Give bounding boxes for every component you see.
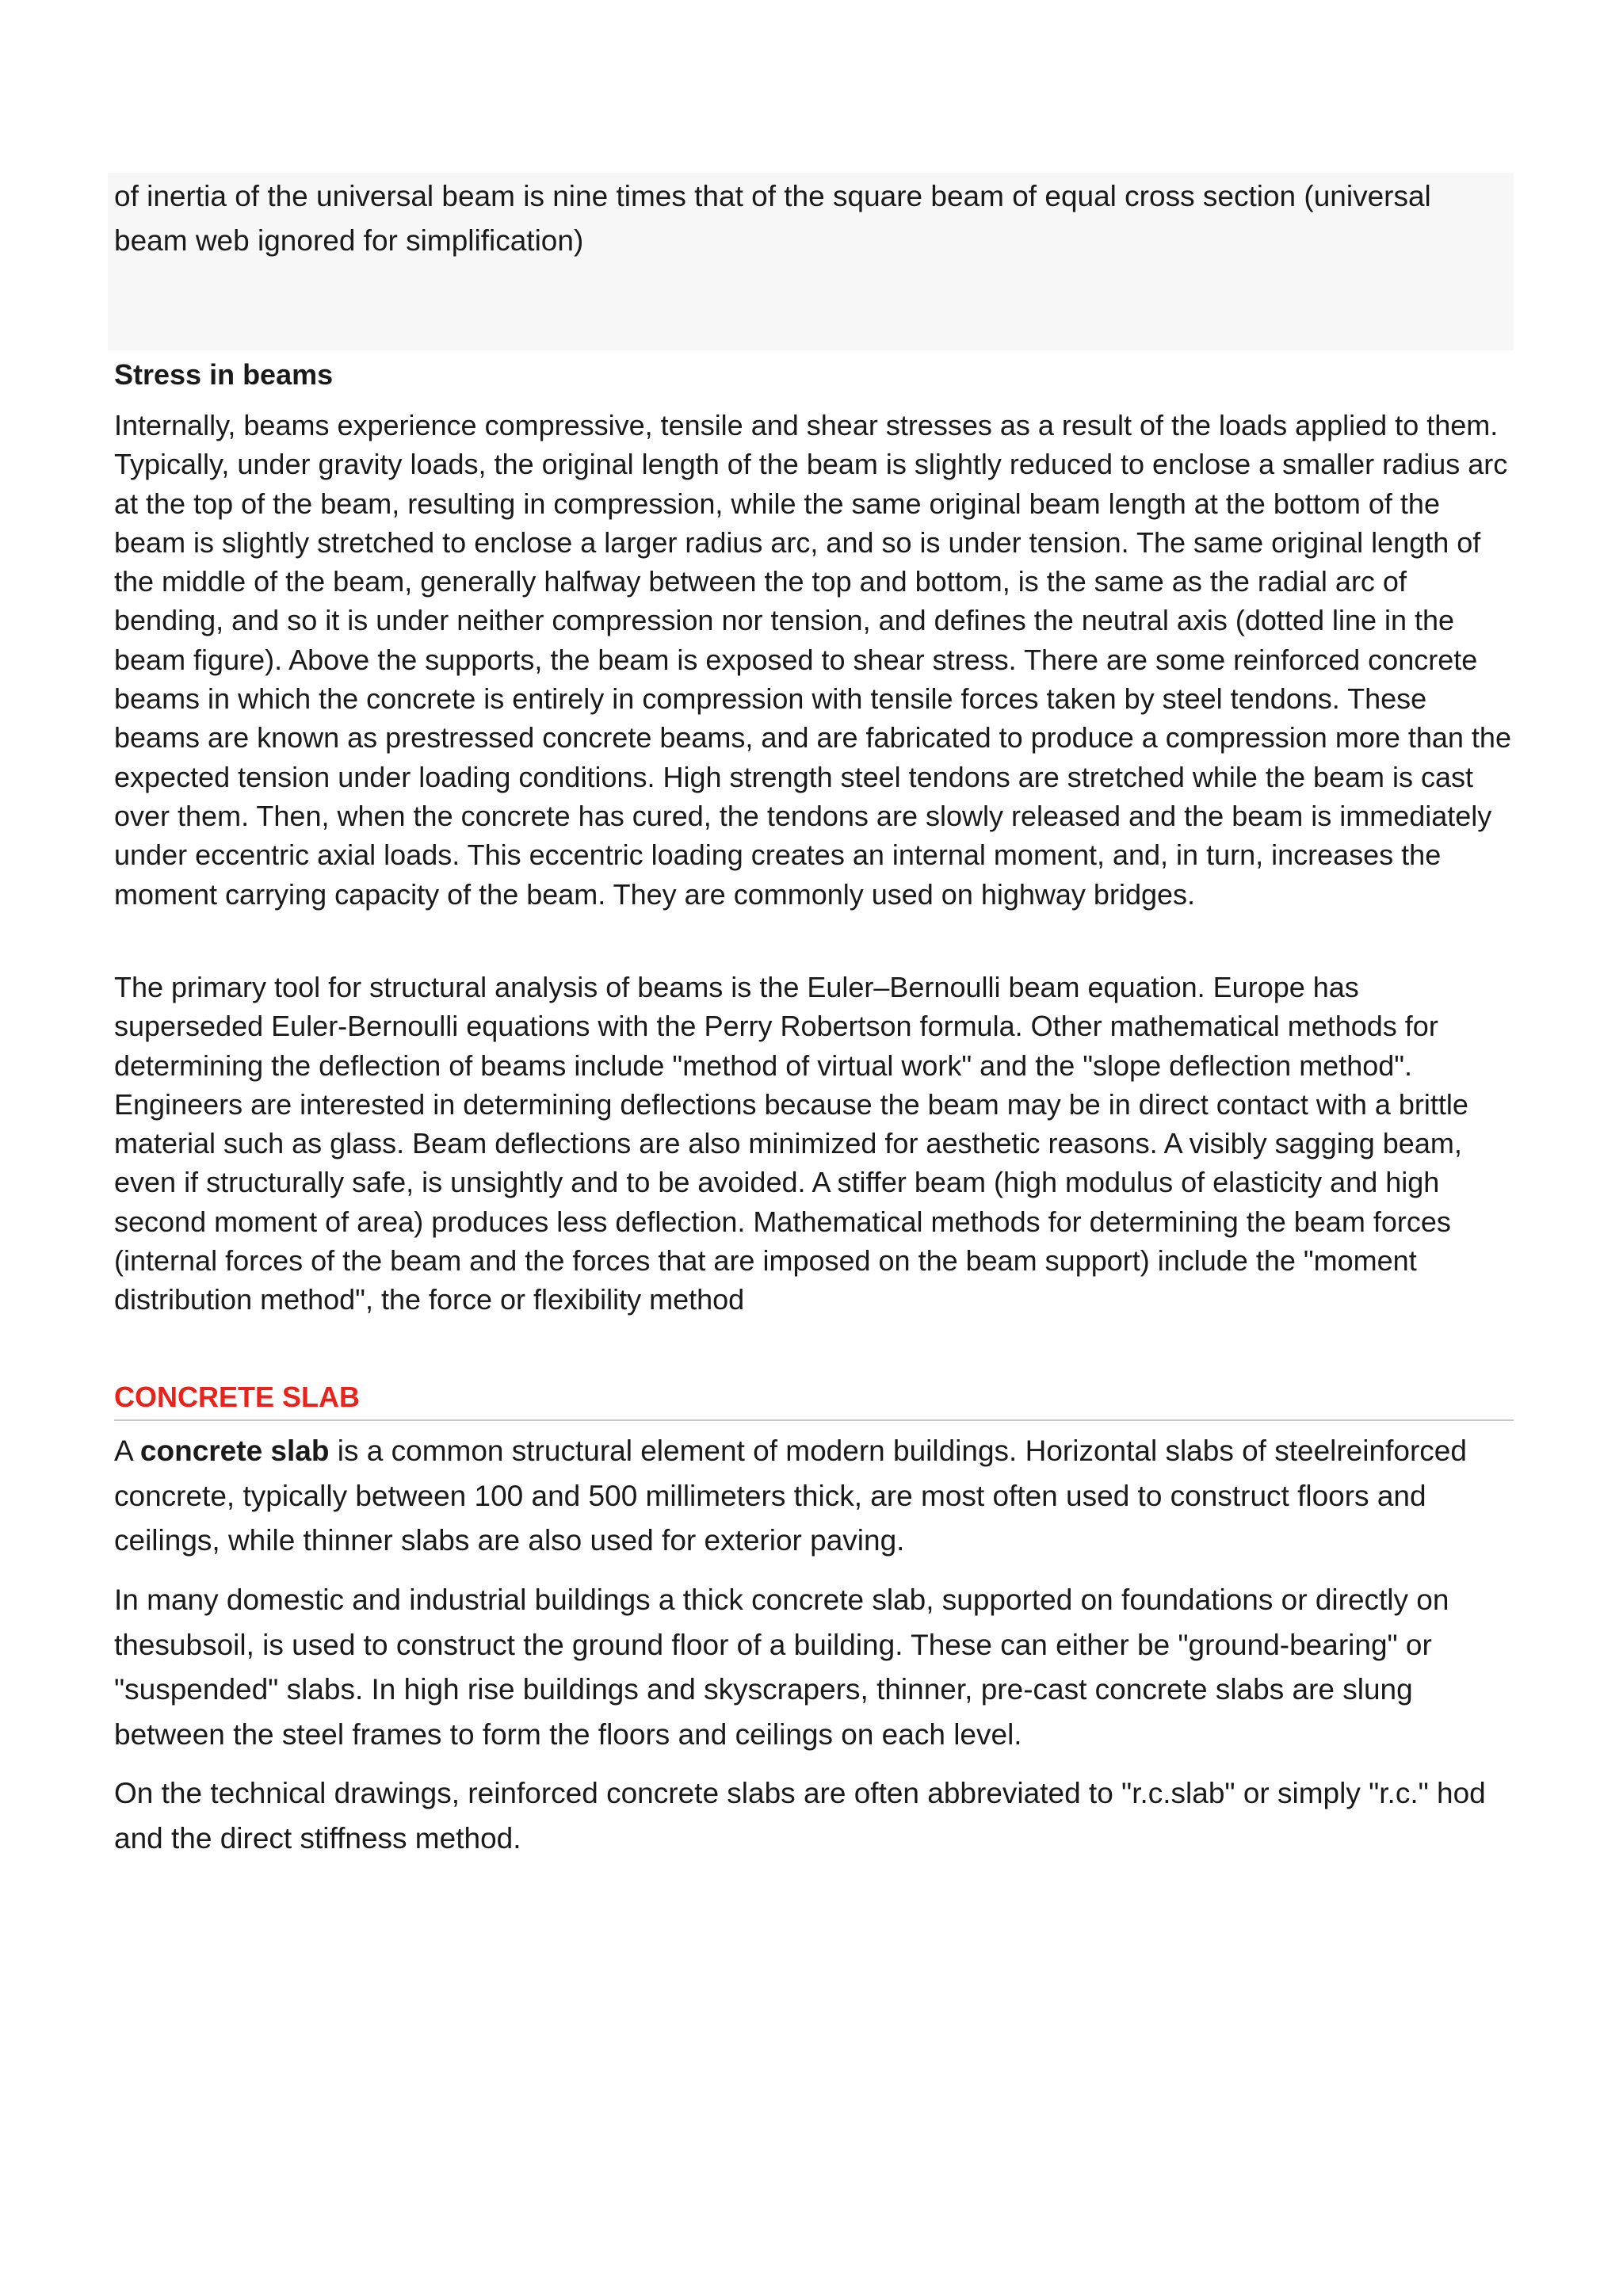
slab-term: concrete slab [139, 1435, 330, 1467]
shaded-text-block [108, 173, 1514, 350]
slab-p1-lead: A [114, 1435, 140, 1467]
stress-paragraph-1: Internally, beams experience compressive, tensile and shear stresses as a result of the loads applied to them. Typically, under gravity loads, the original length of the beam is slightly reduced to enclose a smaller radius arc at the top of the beam, resulting in compression, while the same original beam length at the bottom of the beam is slightly stretched to enclose a larger radius arc, and so is under tension. The same original length of the middle of the beam, generally halfway between the top and bottom, is the same as the radial arc of bending, and so it is under neither compression nor tension, and defines the neutral axis (dotted line in the beam figure). Above the supports, the beam is exposed to shear stress. There are some reinforced concrete beams in which the concrete is entirely in compression with tensile forces taken by steel tendons. These beams are known as prestressed concrete beams, and are fabricated to produce a compression more than the expected tension under loading conditions. High strength steel tendons are stretched while the beam is cast over them. Then, when the concrete has cured, the tendons are slowly released and the beam is immediately under eccentric axial loads. This eccentric loading creates an internal moment, and, in turn, increases the moment carrying capacity of the beam. They are commonly used on highway bridges. [114, 409, 1511, 911]
stress-heading: Stress in beams [114, 358, 334, 391]
slab-paragraph-3: On the technical drawings, reinforced concrete slabs are often abbreviated to "r.c.slab" or simply "r.c." hod and the direct stiffness method. [114, 1777, 1486, 1855]
continued-paragraph: of inertia of the universal beam is nine times that of the square beam of equal cross section (universal beam web ignored for simplification) [114, 180, 1431, 257]
slab-paragraph-2: In many domestic and industrial buildings a thick concrete slab, supported on foundations or directly on thesubsoil, is used to construct the ground floor of a building. These can either be "ground-bearing" or "suspended" slabs. In high rise buildings and skyscrapers, thinner, pre-cast concrete slabs are slung between the steel frames to form the floors and ceilings on each level. [114, 1584, 1449, 1751]
slab-paragraph-1 [114, 1429, 1514, 1564]
stress-paragraph-2: The primary tool for structural analysis of beams is the Euler–Bernoulli beam equation. Europe has superseded Euler-Bernoulli equations with the Perry Robertson formula. Other mathematical methods for determining the deflection of beams include "method of virtual work" and the "slope deflection method". Engineers are interested in determining deflections because the beam may be in direct contact with a brittle material such as glass. Beam deflections are also minimized for aesthetic reasons. A visibly sagging beam, even if structurally safe, is unsightly and to be avoided. A stiffer beam (high modulus of elasticity and high second moment of area) produces less deflection. Mathematical methods for determining the beam forces (internal forces of the beam and the forces that are imposed on the beam support) include the "moment distribution method", the force or flexibility method [114, 971, 1468, 1316]
concrete-slab-title: CONCRETE SLAB [114, 1377, 1514, 1421]
slab-p1-rest: is a common structural element of modern buildings. Horizontal slabs of steelreinforced concrete, typically between 100 and 500 millimeters thick, are most often used to construct floors and ceilings, while thinner slabs are also used for exterior paving. [114, 1435, 1467, 1557]
